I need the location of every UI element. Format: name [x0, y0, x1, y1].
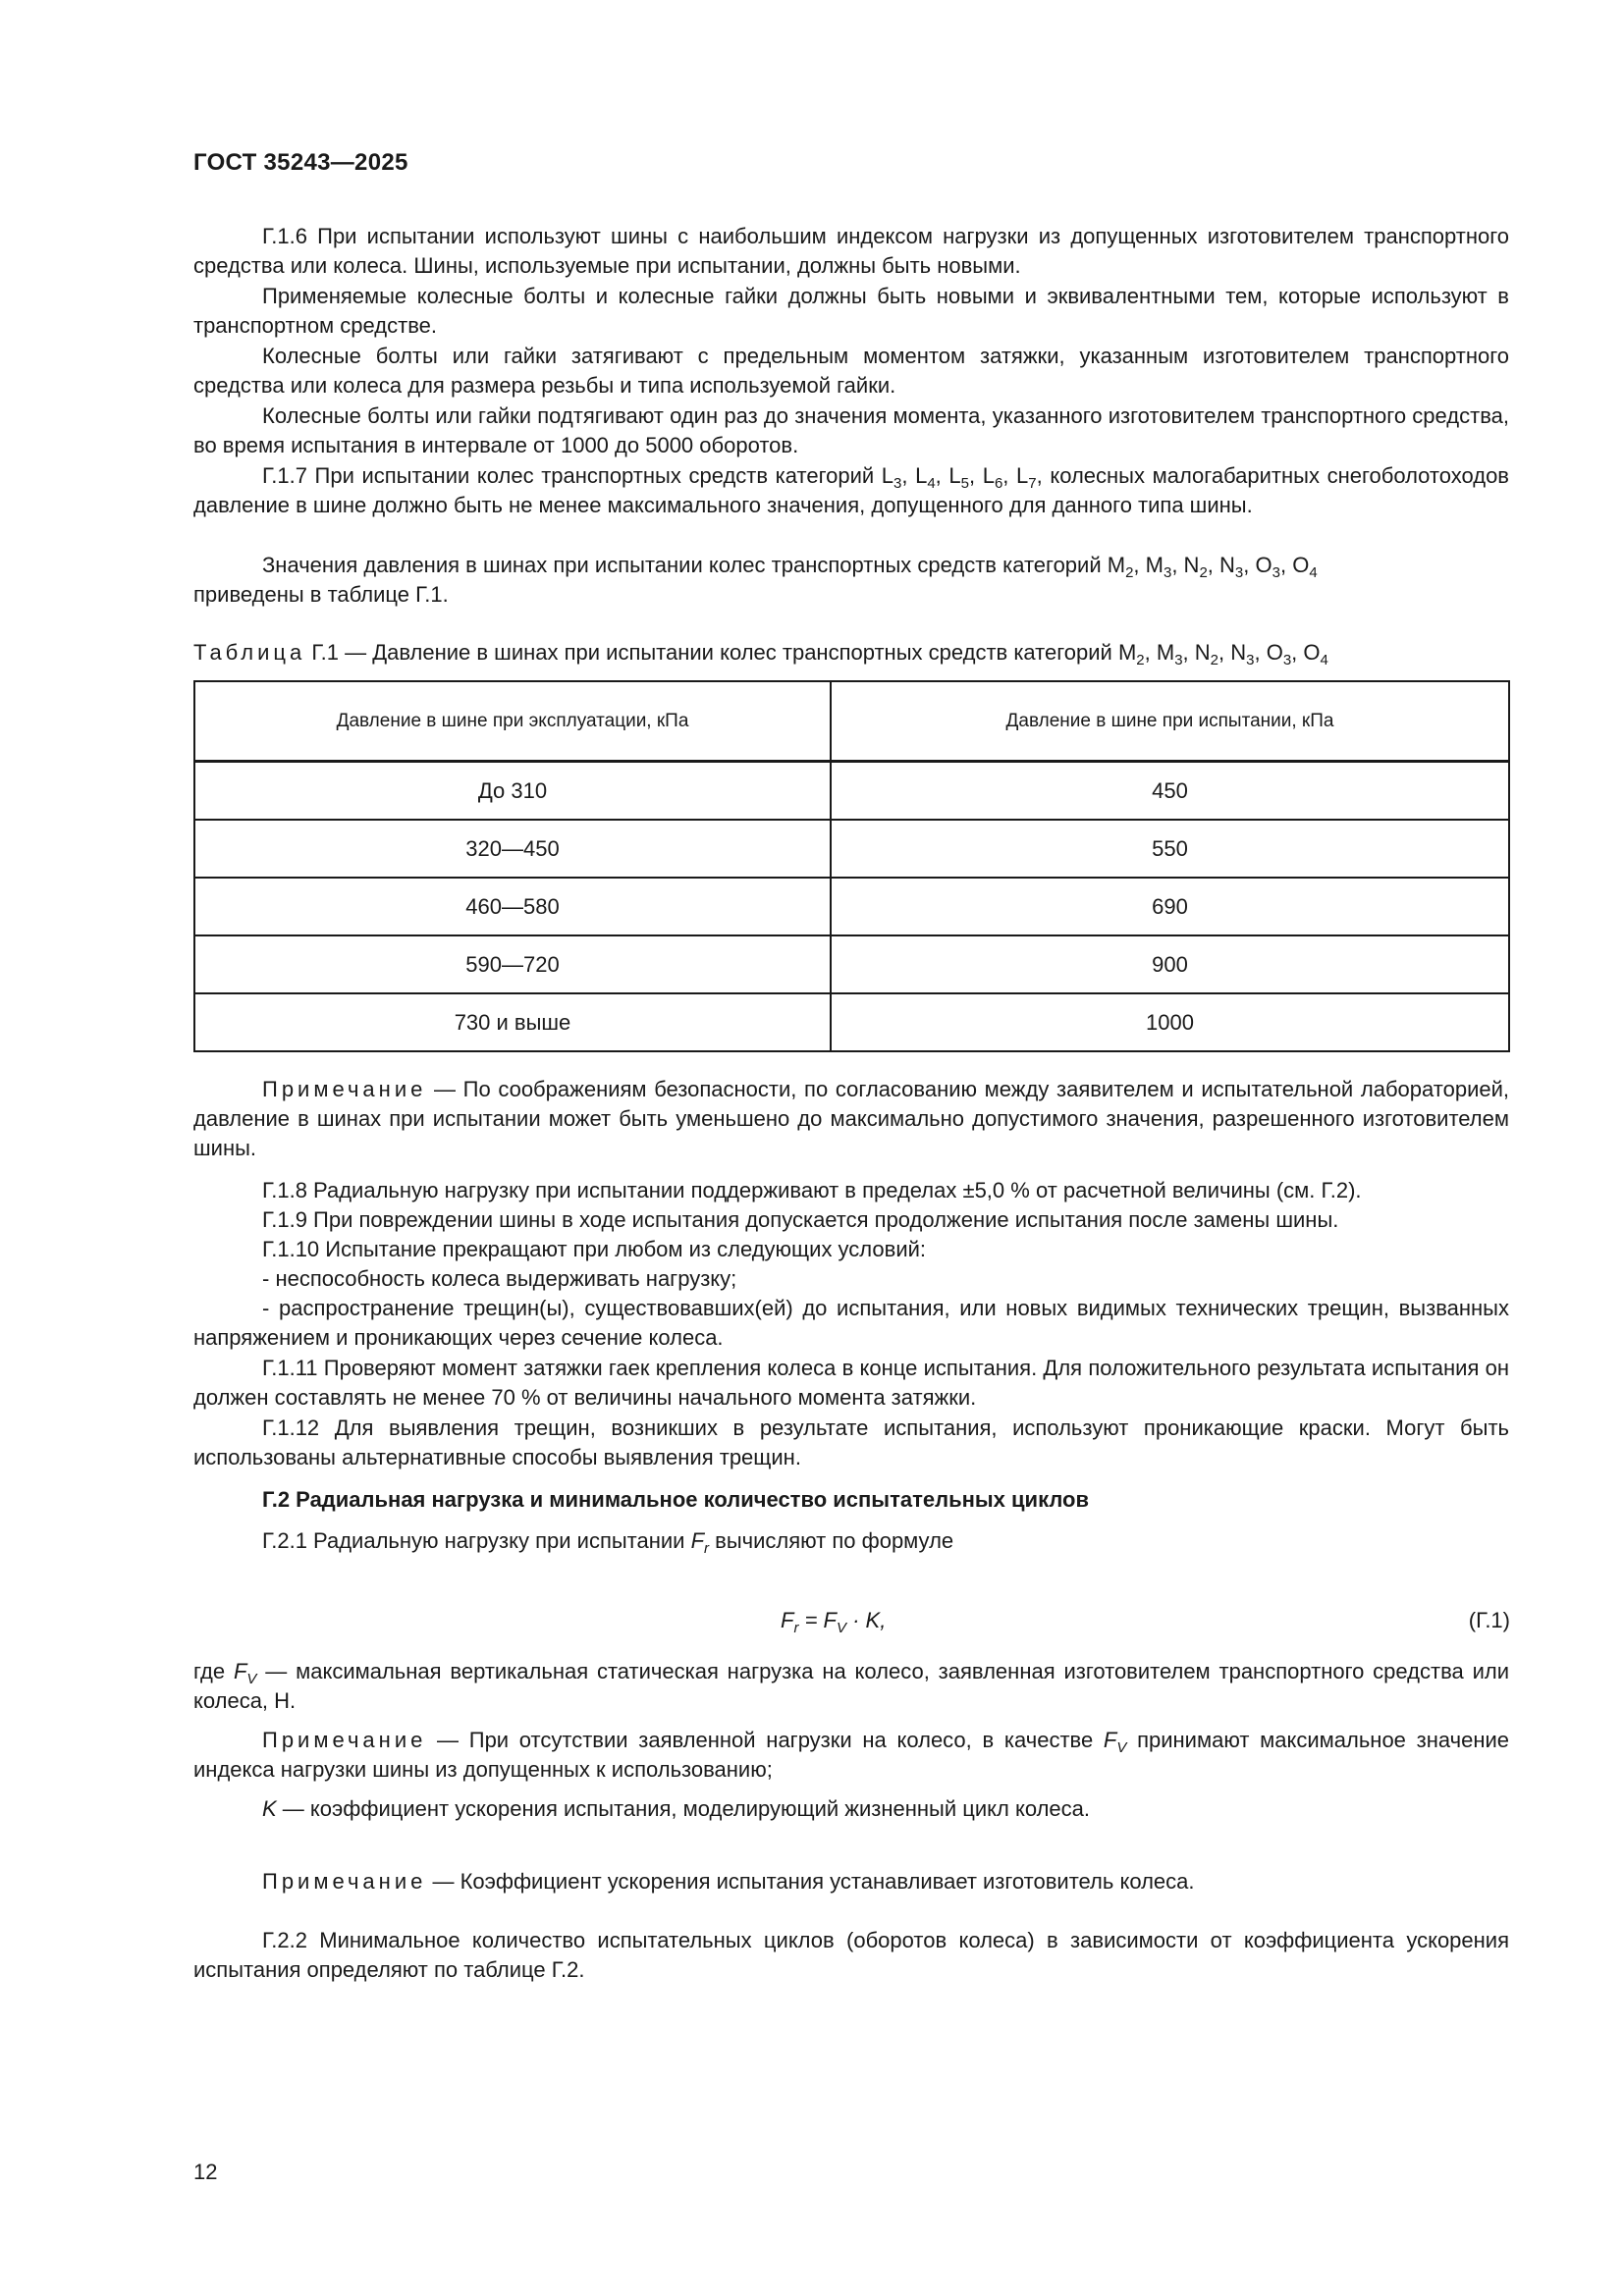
- definition-k: K — коэффициент ускорения испытания, моделирующий жизненный цикл колеса.: [262, 1796, 1091, 1821]
- paragraph-bolts-retighten: Колесные болты или гайки подтягивают один раз до значения момента, указанного изготовителем транспортного средства, во время испытания в интервале от 1000 до 5000 оборотов.: [193, 403, 1509, 457]
- table-caption: Таблица Г.1 — Давление в шинах при испытании колес транспортных средств категорий $M_2$, $M_3$, $N_2$, $N_3$, $O_3$, $O_4$: [193, 640, 1328, 668]
- note-k: Примечание — Коэффициент ускорения испытания устанавливает изготовитель колеса.: [262, 1869, 1195, 1894]
- where-definition-fv: где $F_V$ — максимальная вертикальная статическая нагрузка на колесо, заявленная изготовителем транспортного средства или колеса, Н.: [193, 1659, 1510, 1713]
- table-row: [194, 935, 1509, 993]
- table-row: [194, 993, 1509, 1051]
- table-cell: 550: [831, 820, 1509, 878]
- paragraph-g-1-12: Г.1.12 Для выявления трещин, возникших в результате испытания, используют проникающие краски. Могут быть использованы альтернативные способы выявления трещин.: [193, 1415, 1509, 1469]
- table-cell: 450: [831, 762, 1509, 821]
- table-header-row: [194, 681, 1509, 762]
- table-cell: 690: [831, 878, 1509, 935]
- paragraph-g-1-7: Г.1.7 При испытании колес транспортных средств категорий $L_3$, $L_4$, $L_5$, $L_6$, $L_7$, колесных малогабаритных снегоболотоходов давление в шине должно быть не менее максимального значения, допущенного для данного типа шины.: [193, 463, 1509, 517]
- table-cell: 460—580: [194, 878, 831, 935]
- table-cell: До 310: [194, 762, 831, 821]
- paragraph-g-2-1: Г.2.1 Радиальную нагрузку при испытании $F_r$ вычисляют по формуле: [262, 1528, 954, 1557]
- formula-number: (Г.1): [1468, 1608, 1510, 1632]
- paragraph-g-1-10: Г.1.10 Испытание прекращают при любом из следующих условий:: [262, 1237, 927, 1261]
- paragraph-g-2-2: Г.2.2 Минимальное количество испытательных циклов (оборотов колеса) в зависимости от коэффициента ускорения испытания определяют по таблице Г.2.: [193, 1928, 1509, 1982]
- paragraph-bolts-torque: Колесные болты или гайки затягивают с предельным моментом затяжки, указанным изготовителем транспортного средства или колеса для размера резьбы и типа используемой гайки.: [193, 344, 1509, 398]
- paragraph-bolts-new: Применяемые колесные болты и колесные гайки должны быть новыми и эквивалентными тем, которые используют в транспортном средстве.: [193, 284, 1509, 338]
- pressure-table: [193, 680, 1510, 1052]
- table-row: [194, 878, 1509, 935]
- table-cell: 320—450: [194, 820, 831, 878]
- paragraph-g-1-6: Г.1.6 При испытании используют шины с наибольшим индексом нагрузки из допущенных изготовителем транспортного средства или колеса. Шины, используемые при испытании, должны быть новыми.: [193, 224, 1509, 278]
- paragraph-g-1-8: Г.1.8 Радиальную нагрузку при испытании поддерживают в пределах ±5,0 % от расчетной величины (см. Г.2).: [262, 1178, 1362, 1202]
- table-cell: 590—720: [194, 935, 831, 993]
- paragraph-g-1-11: Г.1.11 Проверяют момент затяжки гаек крепления колеса в конце испытания. Для положительного результата испытания он должен составлять не менее 70 % от величины начального момента затяжки.: [193, 1356, 1509, 1410]
- list-item-inability: - неспособность колеса выдерживать нагрузку;: [262, 1266, 737, 1291]
- table-row: [194, 762, 1509, 821]
- section-heading-g-2: Г.2 Радиальная нагрузка и минимальное количество испытательных циклов: [262, 1487, 1089, 1512]
- table-header-cell: Давление в шине при эксплуатации, кПа: [194, 681, 831, 762]
- table-cell: 730 и выше: [194, 993, 831, 1051]
- note-fv: Примечание — При отсутствии заявленной нагрузки на колесо, в качестве $F_V$ принимают максимальное значение индекса нагрузки шины из допущенных к использованию;: [193, 1728, 1509, 1782]
- paragraph-g-1-9: Г.1.9 При повреждении шины в ходе испытания допускается продолжение испытания после замены шины.: [262, 1207, 1339, 1232]
- formula-g-1: $F_r = F_V \cdot K$,: [781, 1608, 887, 1636]
- table-cell: 1000: [831, 993, 1509, 1051]
- table-cell: 900: [831, 935, 1509, 993]
- paragraph-pressure-values: Значения давления в шинах при испытании колес транспортных средств категорий $M_2$, $M_3$, $N_2$, $N_3$, $O_3$, $O_4$ приведены в таблице Г.1.: [193, 553, 1318, 607]
- list-item-cracks: - распространение трещин(ы), существовавших(ей) до испытания, или новых видимых технических трещин, вызванных напряжением и проникающих через сечение колеса.: [193, 1296, 1509, 1350]
- page-number: 12: [193, 2160, 218, 2184]
- table-header-cell: Давление в шине при испытании, кПа: [831, 681, 1509, 762]
- document-header: ГОСТ 35243—2025: [193, 149, 408, 176]
- table-row: [194, 820, 1509, 878]
- note-safety: Примечание — По соображениям безопасности, по согласованию между заявителем и испытательной лабораторией, давление в шинах при испытании может быть уменьшено до максимально допустимого значения, разрешенного изготовителем шины.: [193, 1077, 1509, 1160]
